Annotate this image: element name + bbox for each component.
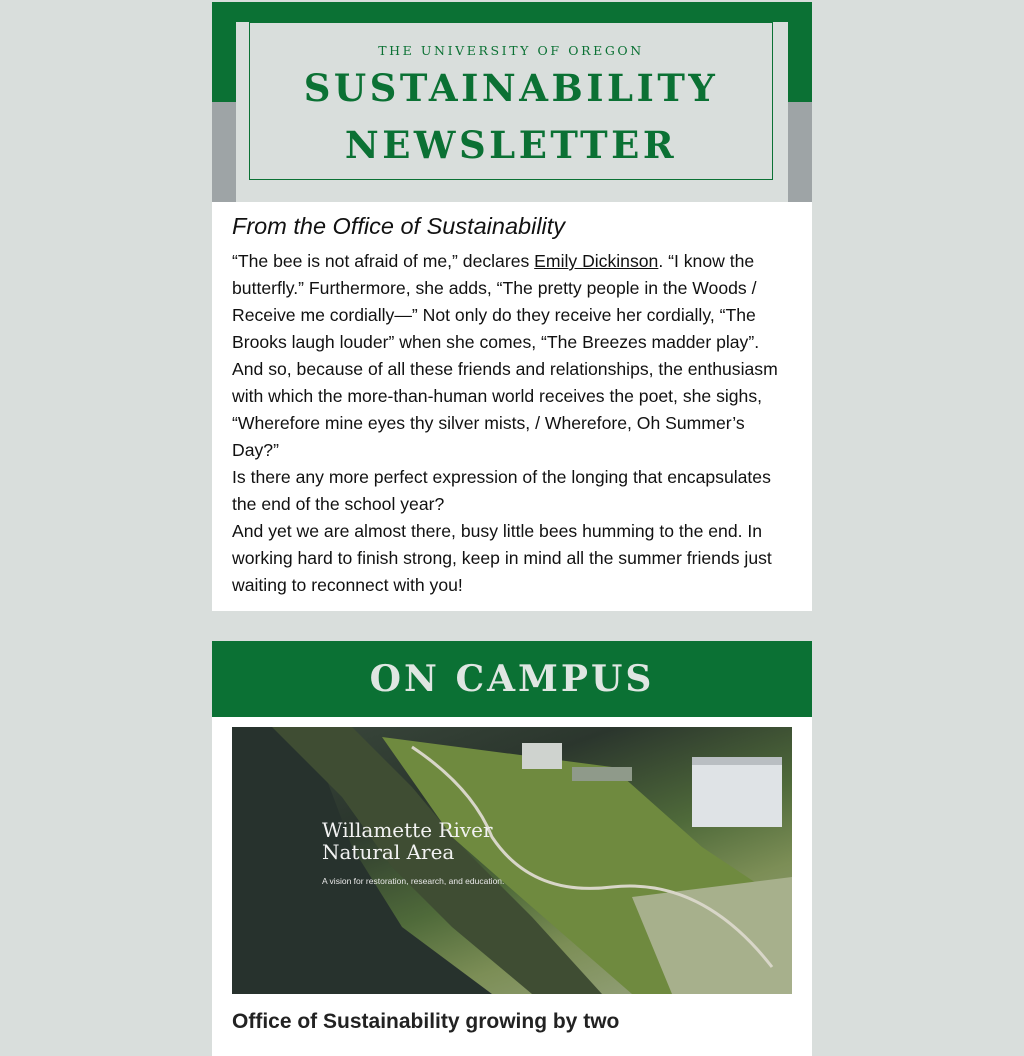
building-roof: [692, 757, 782, 765]
image-overlay-title-line2: Natural Area: [322, 840, 455, 864]
masthead: [212, 2, 812, 202]
building-small: [522, 743, 562, 769]
intro-section: [212, 202, 812, 611]
newsletter-title: [250, 60, 772, 174]
masthead-frame: [249, 22, 773, 180]
rail-track: [572, 767, 632, 781]
newsletter-title-line2: NEWSLETTER: [344, 123, 678, 167]
emily-dickinson-link[interactable]: Emily Dickinson: [534, 251, 659, 271]
newsletter-title-line1: SUSTAINABILITY: [303, 66, 719, 110]
on-campus-section: [212, 717, 812, 1056]
university-name: THE UNIVERSITY OF OREGON: [378, 43, 644, 58]
newsletter-email: [212, 2, 812, 1056]
image-overlay-subtitle: A vision for restoration, research, and education.: [322, 876, 505, 886]
intro-paragraph-3: And yet we are almost there, busy little bees humming to the end. In working hard to finish strong, keep in mind all the summer friends just waiting to reconnect with you!: [232, 521, 772, 595]
building-large: [692, 757, 782, 827]
intro-paragraph-2: Is there any more perfect expression of the longing that encapsulates the end of the school year?: [232, 467, 771, 514]
article-title[interactable]: Office of Sustainability growing by two: [232, 1010, 620, 1033]
intro-heading: From the Office of Sustainability: [232, 213, 566, 239]
image-overlay-title: [322, 819, 493, 863]
aerial-landscape-illustration: [232, 727, 792, 994]
willamette-river-photo[interactable]: [232, 727, 792, 994]
on-campus-heading: ON CAMPUS: [212, 641, 812, 717]
intro-p1-start: “The bee is not afraid of me,” declares: [232, 251, 535, 271]
image-overlay-title-line1: Willamette River: [322, 818, 493, 842]
intro-paragraph-1: [232, 248, 792, 464]
masthead-panel: [236, 22, 788, 202]
section-spacer: [212, 611, 812, 641]
intro-p1-end: . “I know the butterfly.” Furthermore, she adds, “The pretty people in the Woods / Receive me cordially—” Not only do they receive her cordially, “The Brooks laugh louder” when she comes, “The Breezes madder play”. And so, because of all these friends and relationships, the enthusiasm with which the more-than-human world receives the poet, she sighs, “Wherefore mine eyes thy silver mists, / Wherefore, Oh Summer’s Day?”: [232, 251, 778, 460]
